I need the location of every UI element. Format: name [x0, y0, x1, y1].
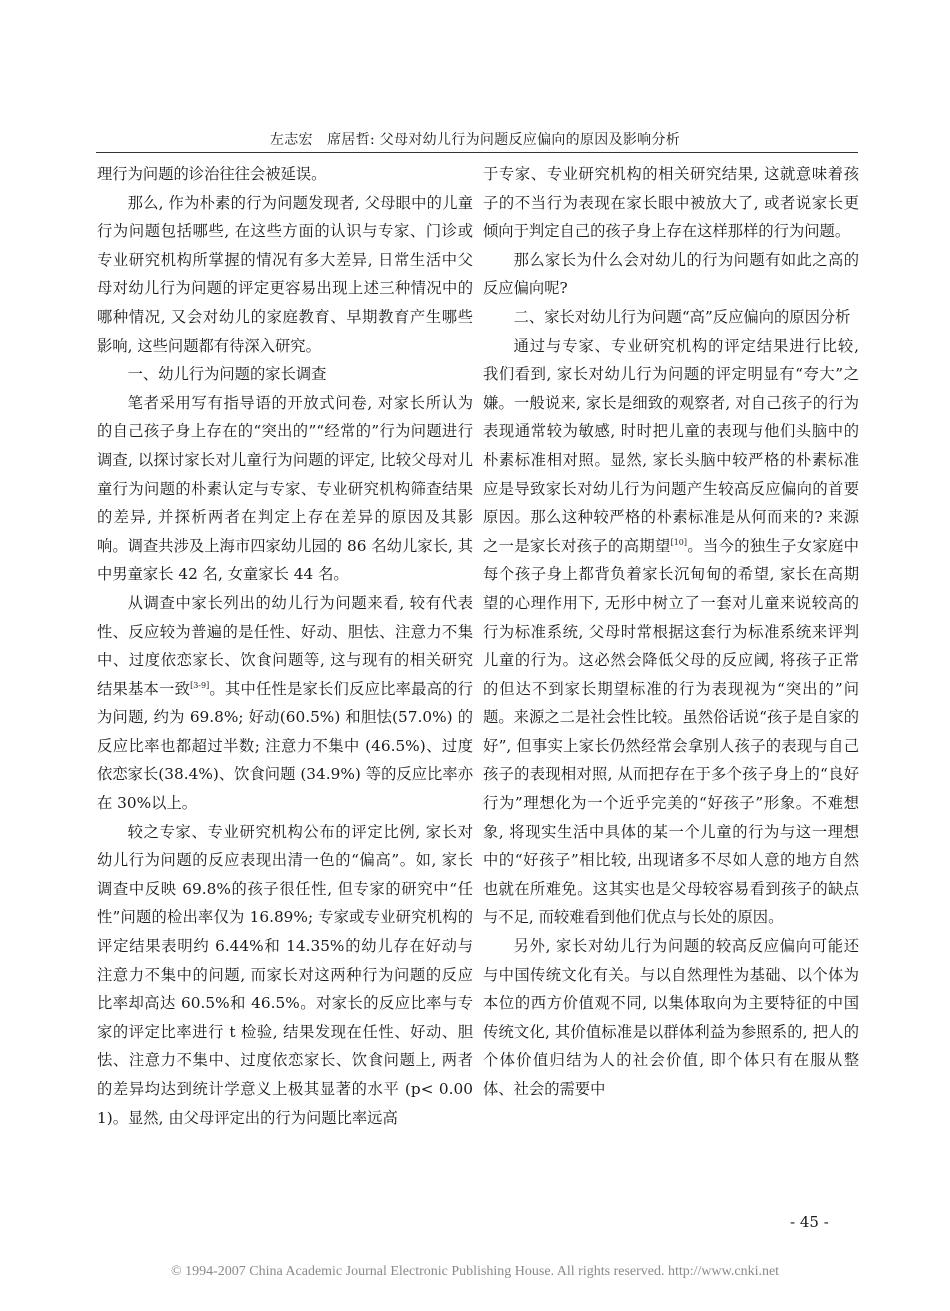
page-number: - 45 - — [790, 1213, 829, 1231]
paragraph-text: 另外, 家长对幼儿行为问题的较高反应偏向可能还与中国传统文化有关。与以自然理性为基础、以个体为本位的西方价值观不同, 以集体取向为主要特征的中国传统文化, 其价值标准是以群体利益为参照系的, 把人的个体价值归结为人的社会价值, 即个体只有在服从整体、社会的需要中 — [483, 937, 859, 1098]
paragraph — [483, 246, 859, 303]
citation-marker: [10] — [670, 537, 688, 547]
citation-marker: [3-9] — [190, 680, 210, 690]
paragraph-text: 从调查中家长列出的幼儿行为问题来看, 较有代表性、反应较为普遍的是任性、好动、胆怯、注意力不集中、过度依恋家长、饮食问题等, 这与现有的相关研究结果基本一致 — [97, 593, 473, 698]
paragraph — [483, 332, 859, 932]
paragraph-text: 一、幼儿行为问题的家长调查 — [127, 365, 327, 384]
paragraph-text: 理行为问题的诊治往往会被延误。 — [97, 165, 327, 183]
paragraph — [97, 189, 473, 361]
paragraph — [97, 360, 473, 389]
running-title: 左志宏 席居哲: 父母对幼儿行为问题反应偏向的原因及影响分析 — [269, 132, 681, 148]
paragraph — [97, 389, 473, 589]
paragraph-text: 那么家长为什么会对幼儿的行为问题有如此之高的反应偏向呢? — [483, 250, 859, 298]
left-column — [97, 160, 473, 1132]
paragraph — [483, 932, 859, 1104]
paragraph — [97, 818, 473, 1133]
paragraph-text: 通过与专家、专业研究机构的评定结果进行比较, 我们看到, 家长对幼儿行为问题的评定明显有“夸大”之嫌。一般说来, 家长是细致的观察者, 对自己孩子的行为表现通常较为敏感, 时时把儿童的表现与他们头脑中的朴素标准相对照。显然, 家长头脑中较严格的朴素标准应是导致家长对幼儿行为问题产生较高反应偏向的首要原因。那么这种较严格的朴素标准是从何而来的? 来源之一是家长对孩子的高期望 — [483, 336, 859, 555]
paragraph-text: 笔者采用写有指导语的开放式问卷, 对家长所认为的自己孩子身上存在的“突出的”“经常的”行为问题进行调查, 以探讨家长对儿童行为问题的评定, 比较父母对儿童行为问题的朴素认定与专家、专业研究机构筛查结果的差异, 并探析两者在判定上存在差异的原因及其影响。调查共涉及上海市四家幼儿园的 86 名幼儿家长, 其中男童家长 42 名, 女童家长 44 名。 — [97, 393, 473, 584]
paragraph — [97, 160, 473, 189]
paragraph-text: 于专家、专业研究机构的相关研究结果, 这就意味着孩子的不当行为表现在家长眼中被放大了, 或者说家长更倾向于判定自己的孩子身上存在这样那样的行为问题。 — [483, 165, 859, 241]
paragraph-text: 。其中任性是家长们反应比率最高的行为问题, 约为 69.8%; 好动(60.5%) 和胆怯(57.0%) 的反应比率也都超过半数; 注意力不集中 (46.5%)、过度依恋家长(38.4%)、饮食问题 (34.9%) 等的反应比率亦在 30%以上。 — [97, 679, 473, 813]
right-column — [483, 160, 859, 1104]
paragraph — [483, 160, 859, 246]
copyright-notice: © 1994-2007 China Academic Journal Electronic Publishing House. All rights reserved. http://www.cnki.net — [170, 1264, 780, 1279]
paragraph-text: 较之专家、专业研究机构公布的评定比例, 家长对幼儿行为问题的反应表现出清一色的“偏高”。如, 家长调查中反映 69.8%的孩子很任性, 但专家的研究中“任性”问题的检出率仅为 16.89%; 专家或专业研究机构的评定结果表明约 6.44%和 14.35%的幼儿存在好动与注意力不集中的问题, 而家长对这两种行为问题的反应比率却高达 60.5%和 46.5%。对家长的反应比率与专家的评定比率进行 t 检验, 结果发现在任性、好动、胆怯、注意力不集中、过度依恋家长、饮食问题上, 两者的差异均达到统计学意义上极其显著的水平 (p< 0.001)。显然, 由父母评定出的行为问题比率远高 — [97, 822, 473, 1127]
paragraph — [483, 303, 859, 332]
paragraph — [97, 589, 473, 818]
header-rule — [96, 152, 858, 153]
paragraph-text: 。当今的独生子女家庭中每个孩子身上都背负着家长沉甸甸的希望, 家长在高期望的心理作用下, 无形中树立了一套对儿童来说较高的行为标准系统, 父母时常根据这套行为标准系统来评判儿童的行为。这必然会降低父母的反应阈, 将孩子正常的但达不到家长期望标准的行为表现视为“突出的”问题。来源之二是社会性比较。虽然俗话说“孩子是自家的好”, 但事实上家长仍然经常会拿别人孩子的表现与自己孩子的表现相对照, 从而把存在于多个孩子身上的“良好行为”理想化为一个近乎完美的“好孩子”形象。不难想象, 将现实生活中具体的某一个儿童的行为与这一理想中的“好孩子”相比较, 出现诸多不尽如人意的地方自然也就在所难免。这其实也是父母较容易看到孩子的缺点与不足, 而较难看到他们优点与长处的原因。 — [483, 536, 859, 927]
paragraph-text: 那么, 作为朴素的行为问题发现者, 父母眼中的儿童行为问题包括哪些, 在这些方面的认识与专家、门诊或专业研究机构所掌握的情况有多大差异, 日常生活中父母对幼儿行为问题的评定更容易出现上述三种情况中的哪种情况, 又会对幼儿的家庭教育、早期教育产生哪些影响, 这些问题都有待深入研究。 — [97, 193, 473, 355]
paragraph-text: 二、家长对幼儿行为问题“高”反应偏向的原因分析 — [513, 307, 851, 326]
